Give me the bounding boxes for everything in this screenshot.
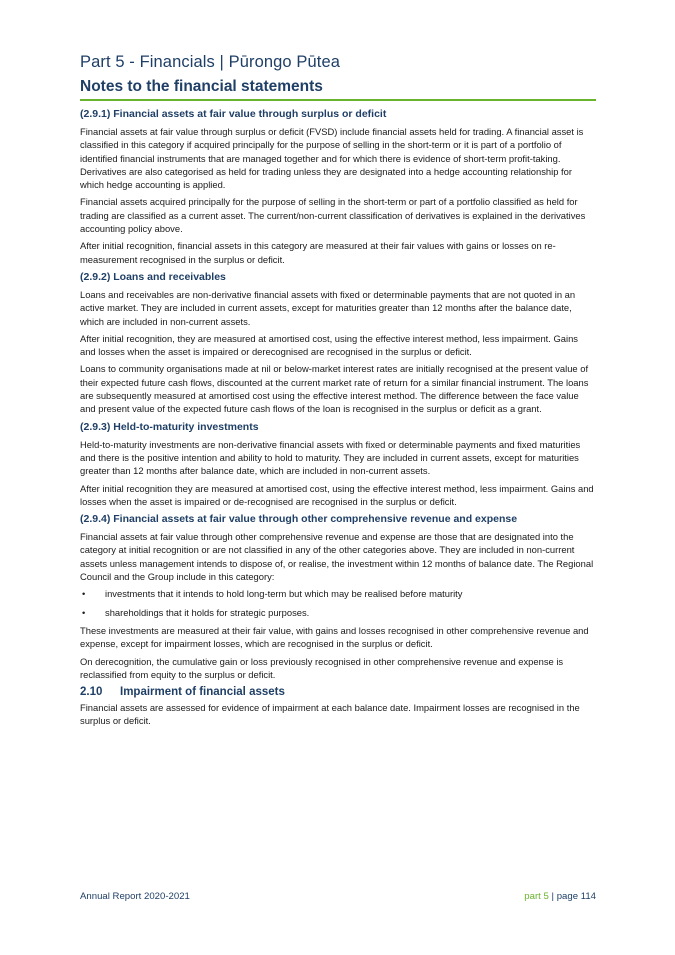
section-heading-2-9-1: (2.9.1) Financial assets at fair value through surplus or deficit bbox=[80, 108, 387, 120]
footer-separator: | bbox=[551, 891, 555, 902]
list-item-text: shareholdings that it holds for strategic purposes. bbox=[105, 606, 310, 618]
list-item-text: investments that it intends to hold long-term but which may be realised before maturity bbox=[105, 588, 463, 600]
paragraph: After initial recognition, financial assets in this category are measured at their fair values with gains or losses on re-measurement recognised in the surplus or deficit. bbox=[80, 240, 556, 265]
paragraph: Loans to community organisations made at nil or below-market interest rates are initially recognised at the present value of their expected future cash flows, discounted at the current market rate of return for a similar financial instrument. The loans are subsequently measured at amortised cost using the effective interest method. The difference between the face value and present value of the expected future cash flows of the loan is recognised in the surplus or deficit as a grant. bbox=[80, 363, 589, 415]
paragraph: Financial assets at fair value through surplus or deficit (FVSD) include financial assets held for trading. A financial asset is classified in this category if acquired principally for the purpose of selling in the short-term or it is part of a portfolio of identified financial instruments that are managed together and for which there is evidence of short-term profit-taking. Derivatives are also categorised as held for trading unless they are designated into a hedge accounting relationship for which hedge accounting is applied. bbox=[80, 126, 584, 191]
footer-report-name: Annual Report 2020-2021 bbox=[80, 891, 190, 902]
list-item bbox=[80, 587, 596, 600]
section-number: 2.10 bbox=[80, 686, 103, 699]
paragraph: On derecognition, the cumulative gain or loss previously recognised in other comprehensive revenue and expense is reclassified from equity to the surplus or deficit. bbox=[80, 655, 564, 680]
title-divider bbox=[80, 99, 596, 101]
section-heading-2-9-4: (2.9.4) Financial assets at fair value through other comprehensive revenue and expense bbox=[80, 513, 518, 526]
section-heading-2-9-3: (2.9.3) Held-to-maturity investments bbox=[80, 420, 259, 433]
section-heading-2-10 bbox=[80, 685, 596, 700]
paragraph: After initial recognition, they are measured at amortised cost, using the effective interest method, less impairment. Gains and losses when the asset is impaired or derecognised are recognised in the surplus or deficit. bbox=[80, 332, 578, 358]
document-body bbox=[80, 104, 596, 732]
bullet-icon: • bbox=[82, 606, 86, 618]
paragraph: After initial recognition they are measured at amortised cost, using the effective interest method, less impairment. Gains and losses when the asset is impaired or de-recognised are recognised in the surplus or deficit. bbox=[80, 482, 594, 507]
paragraph: Financial assets at fair value through other comprehensive revenue and expense are those that are designated into the category at initial recognition or are not classified in any of the other categories above. They are included in non-current assets unless management intends to dispose of, or realise, the investment within 12 months of balance date. The Regional Council and the Group include in this category: bbox=[80, 531, 594, 583]
paragraph: These investments are measured at their fair value, with gains and losses recognised in other comprehensive revenue and expense, except for impairment losses, which are recognised in the surplus or deficit. bbox=[80, 624, 589, 650]
section-heading-2-9-2: (2.9.2) Loans and receivables bbox=[80, 270, 226, 283]
paragraph: Financial assets acquired principally for the purpose of selling in the short-term or part of a portfolio classified as held for trading are classified as a current asset. The current/non-current classification of derivatives is explained in the derivatives accounting policy above. bbox=[80, 196, 586, 235]
section-title: Impairment of financial assets bbox=[120, 686, 285, 699]
paragraph: Held-to-maturity investments are non-derivative financial assets with fixed or determinable payments and fixed maturities and there is the positive intention and ability to hold to maturity. They are included in current assets, except for maturities greater than 12 months after balance date, which are included in non-current assets. bbox=[80, 438, 581, 477]
footer-page-info bbox=[524, 891, 596, 902]
bullet-icon: • bbox=[82, 588, 86, 600]
paragraph: Financial assets are assessed for evidence of impairment at each balance date. Impairment losses are recognised in the surplus or deficit. bbox=[80, 702, 580, 727]
footer-page-number: page 114 bbox=[556, 891, 596, 902]
list-item bbox=[80, 606, 596, 619]
footer-part: part 5 bbox=[524, 891, 549, 902]
part-title: Part 5 - Financials | Pūrongo Pūtea bbox=[80, 53, 341, 71]
page-title: Notes to the financial statements bbox=[80, 78, 323, 95]
paragraph: Loans and receivables are non-derivative financial assets with fixed or determinable payments that are not quoted in an active market. They are included in current assets, except for maturities greater than 12 months after the balance date, which are included in non-current assets. bbox=[80, 288, 576, 327]
